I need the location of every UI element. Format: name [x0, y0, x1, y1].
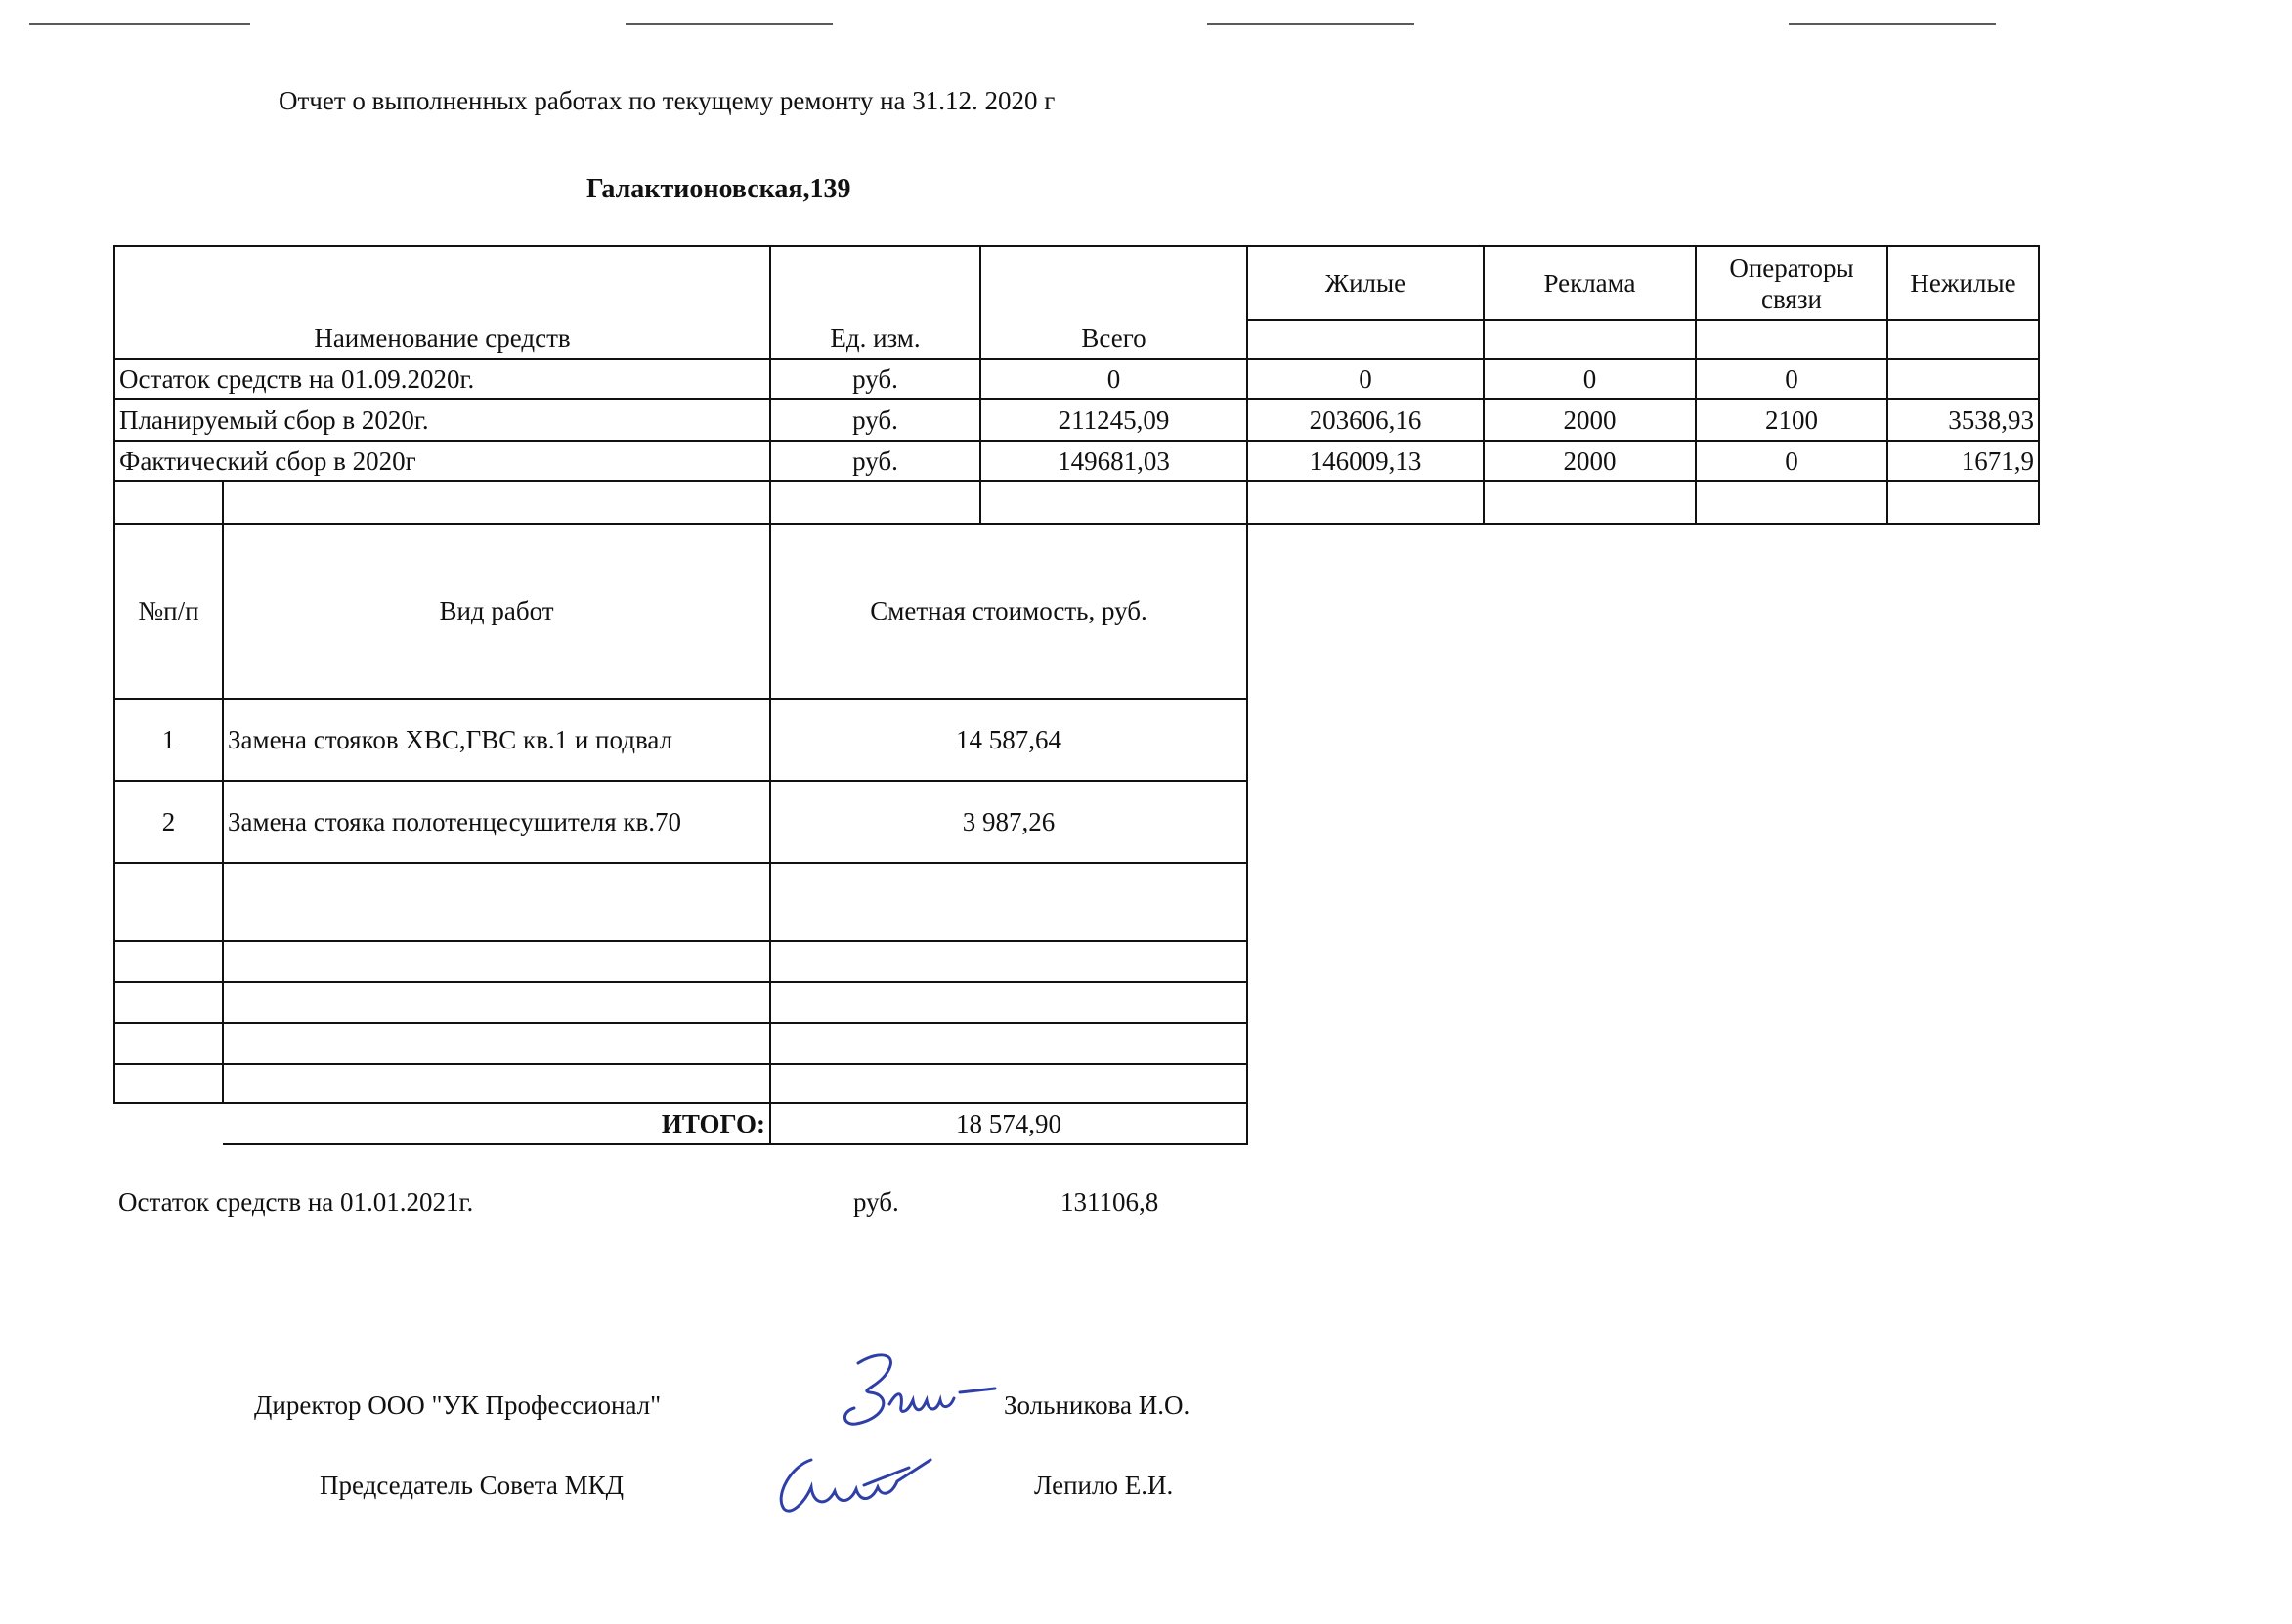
empty-cell: [114, 1103, 223, 1144]
fund-residential-cell: 0: [1247, 359, 1484, 399]
fund-total-cell: 211245,09: [980, 399, 1247, 441]
scan-edge-line: [1789, 23, 1996, 25]
empty-cell: [770, 1023, 1247, 1064]
empty-cell: [980, 481, 1247, 524]
works-table: [113, 523, 1248, 1145]
fund-advertising-cell: 2000: [1484, 399, 1696, 441]
director-name: Зольникова И.О.: [1004, 1390, 1190, 1420]
scan-edge-line: [626, 23, 833, 25]
works-row-empty: [114, 863, 1247, 941]
chair-title: Председатель Совета МКД: [320, 1471, 625, 1500]
works-row: [114, 781, 1247, 863]
empty-cell: [114, 1064, 223, 1103]
header-advertising: Реклама: [1484, 246, 1696, 320]
empty-cell: [223, 1064, 770, 1103]
empty-cell: [770, 481, 980, 524]
fund-operators-cell: 2100: [1696, 399, 1887, 441]
header-work-type: Вид работ: [223, 523, 770, 699]
header-residential: Жилые: [1247, 246, 1484, 320]
fund-total-cell: 149681,03: [980, 441, 1247, 481]
funds-table: [113, 245, 2040, 525]
empty-cell: [1484, 320, 1696, 359]
empty-cell: [1484, 481, 1696, 524]
empty-cell: [1696, 481, 1887, 524]
header-unit: Ед. изм.: [770, 246, 980, 359]
funds-row-planned: [114, 399, 2039, 441]
fund-nonresidential-cell: [1887, 359, 2039, 399]
works-total-row: [114, 1103, 1247, 1144]
empty-cell: [1887, 320, 2039, 359]
empty-cell: [114, 481, 223, 524]
empty-cell: [1696, 320, 1887, 359]
funds-row-opening-balance: [114, 359, 2039, 399]
work-cost-cell: 3 987,26: [770, 781, 1247, 863]
empty-cell: [223, 1023, 770, 1064]
empty-cell: [114, 941, 223, 982]
empty-cell: [770, 863, 1247, 941]
fund-unit-cell: руб.: [770, 399, 980, 441]
fund-name-cell: Остаток средств на 01.09.2020г.: [114, 359, 770, 399]
empty-cell: [770, 1064, 1247, 1103]
closing-balance-label: Остаток средств на 01.01.2021г.: [118, 1187, 474, 1217]
empty-cell: [114, 1023, 223, 1064]
empty-cell: [114, 863, 223, 941]
chair-signature: [762, 1446, 938, 1524]
fund-name-cell: Планируемый сбор в 2020г.: [114, 399, 770, 441]
funds-row-empty: [114, 481, 2039, 524]
director-signature: [831, 1344, 997, 1441]
fund-operators-cell: 0: [1696, 441, 1887, 481]
header-total: Всего: [980, 246, 1247, 359]
funds-header-row: [114, 246, 2039, 320]
closing-balance-unit: руб.: [853, 1187, 899, 1217]
fund-advertising-cell: 0: [1484, 359, 1696, 399]
fund-unit-cell: руб.: [770, 441, 980, 481]
work-number-cell: 1: [114, 699, 223, 781]
header-nonresidential: Нежилые: [1887, 246, 2039, 320]
fund-operators-cell: 0: [1696, 359, 1887, 399]
empty-cell: [1247, 320, 1484, 359]
works-row-empty: [114, 982, 1247, 1023]
chair-name: Лепило Е.И.: [1034, 1471, 1174, 1500]
works-row-empty: [114, 941, 1247, 982]
funds-row-actual: [114, 441, 2039, 481]
header-operators: Операторы связи: [1696, 246, 1887, 320]
fund-advertising-cell: 2000: [1484, 441, 1696, 481]
works-header-row: [114, 523, 1247, 699]
empty-cell: [223, 941, 770, 982]
empty-cell: [114, 982, 223, 1023]
work-number-cell: 2: [114, 781, 223, 863]
fund-unit-cell: руб.: [770, 359, 980, 399]
empty-cell: [1887, 481, 2039, 524]
fund-residential-cell: 146009,13: [1247, 441, 1484, 481]
empty-cell: [770, 982, 1247, 1023]
fund-total-cell: 0: [980, 359, 1247, 399]
work-cost-cell: 14 587,64: [770, 699, 1247, 781]
director-title: Директор ООО "УК Профессионал": [254, 1390, 662, 1420]
total-value: 18 574,90: [770, 1103, 1247, 1144]
fund-nonresidential-cell: 3538,93: [1887, 399, 2039, 441]
fund-residential-cell: 203606,16: [1247, 399, 1484, 441]
building-address: Галактионовская,139: [586, 174, 851, 204]
empty-cell: [770, 941, 1247, 982]
works-row-empty: [114, 1023, 1247, 1064]
signature-stroke: [781, 1460, 930, 1511]
works-row: [114, 699, 1247, 781]
empty-cell: [1247, 481, 1484, 524]
header-fund-name: Наименование средств: [114, 246, 770, 359]
work-type-cell: Замена стояка полотенцесушителя кв.70: [223, 781, 770, 863]
empty-cell: [223, 481, 770, 524]
signature-stroke: [844, 1355, 995, 1424]
work-type-cell: Замена стояков ХВС,ГВС кв.1 и подвал: [223, 699, 770, 781]
works-row-empty: [114, 1064, 1247, 1103]
fund-name-cell: Фактический сбор в 2020г: [114, 441, 770, 481]
fund-nonresidential-cell: 1671,9: [1887, 441, 2039, 481]
header-number: №п/п: [114, 523, 223, 699]
scan-edge-line: [29, 23, 250, 25]
scan-edge-line: [1207, 23, 1414, 25]
empty-cell: [223, 863, 770, 941]
empty-cell: [223, 982, 770, 1023]
closing-balance-value: 131106,8: [1060, 1187, 1159, 1217]
report-title: Отчет о выполненных работах по текущему ремонту на 31.12. 2020 г: [279, 86, 1056, 115]
header-estimated-cost: Сметная стоимость, руб.: [770, 523, 1247, 699]
total-label: ИТОГО:: [223, 1103, 770, 1144]
